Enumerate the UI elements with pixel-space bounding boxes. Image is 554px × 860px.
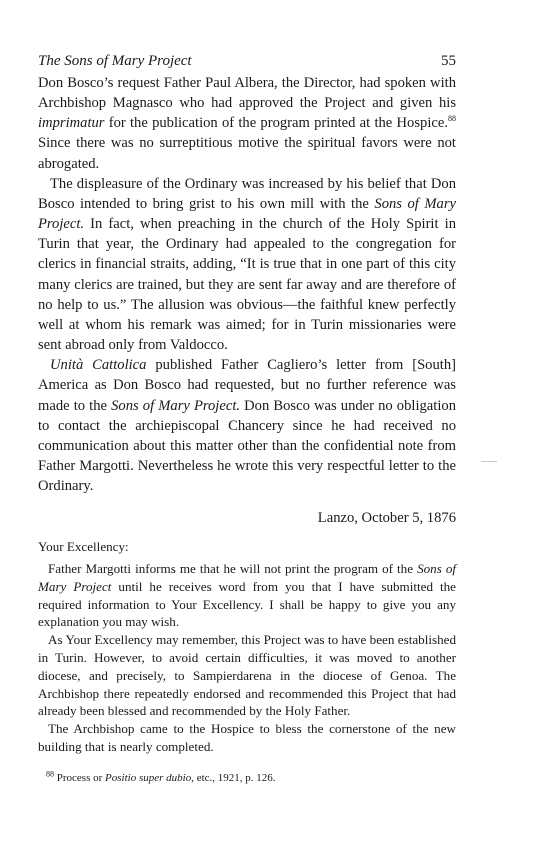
letter-paragraph-3: The Archbishop came to the Hospice to bless the cornerstone of the new building that is nearly completed. — [38, 721, 456, 755]
letter-salutation: Your Excellency: — [38, 539, 129, 555]
paragraph-1: Don Bosco’s request Father Paul Albera, the Director, had spoken with Archbishop Magnasco who had approved the Project and given his imprimatur for the publication of the program printed at the Hospice.$^{88}$ Since there was no surreptitious motive the spiritual favors were not abrogated. — [38, 75, 456, 172]
body-text — [38, 73, 456, 496]
running-title: The Sons of Mary Project — [38, 53, 192, 69]
footnote-reference: 88 — [448, 114, 456, 124]
letter-paragraph-1: Father Margotti informs me that he will not print the program of the Sons of Mary Project until he receives word from you that I have submitted the required information to Your Excellency. I shall be happy to give you any explanation you may wish. — [38, 561, 456, 630]
running-header — [38, 52, 456, 70]
letter — [38, 538, 456, 756]
letter-paragraph-2: As Your Excellency may remember, this Project was to have been established in Turin. However, to avoid certain difficulties, it was moved to another diocese, and precisely, to Sampierdarena in the diocese of Genoa. The Archbishop there repeatedly endorsed and recommended this Project that had already been blessed and recommended by the Holy Father. — [38, 632, 456, 719]
letter-dateline: Lanzo, October 5, 1876 — [317, 510, 456, 527]
paragraph-2: The displeasure of the Ordinary was increased by his belief that Don Bosco intended to bring grist to his own mill with the Sons of Mary Project. In fact, when preaching in the church of the Holy Spirit in Turin that year, the Ordinary had appealed to the congregation for clerics in financial straits, adding, “It is true that in one part of this city many clerics are trained, but they are sent far away and are therefore of no help to us.” The allusion was obvious—the faithful knew perfectly well at whom his remark was aimed; for in Turin missionaries were sent abroad only from Valdocco. — [38, 175, 456, 354]
margin-mark — [481, 461, 497, 462]
page-number: 55 — [441, 53, 456, 69]
paragraph-3: Unità Cattolica published Father Cagliero’s letter from [South] America as Don Bosco had requested, but no further reference was made to the Sons of Mary Project. Don Bosco was under no obligation to contact the archiepiscopal Chancery since he had received no communication about this matter other than the confidential note from Father Margotti. Nevertheless he wrote this very respectful letter to the Ordinary. — [38, 357, 456, 495]
footnote-number: 88 — [46, 769, 54, 779]
footnote: $^{88}$ Process or Positio super dubio, etc., 1921, p. 126. — [46, 769, 276, 784]
book-page — [38, 52, 456, 785]
